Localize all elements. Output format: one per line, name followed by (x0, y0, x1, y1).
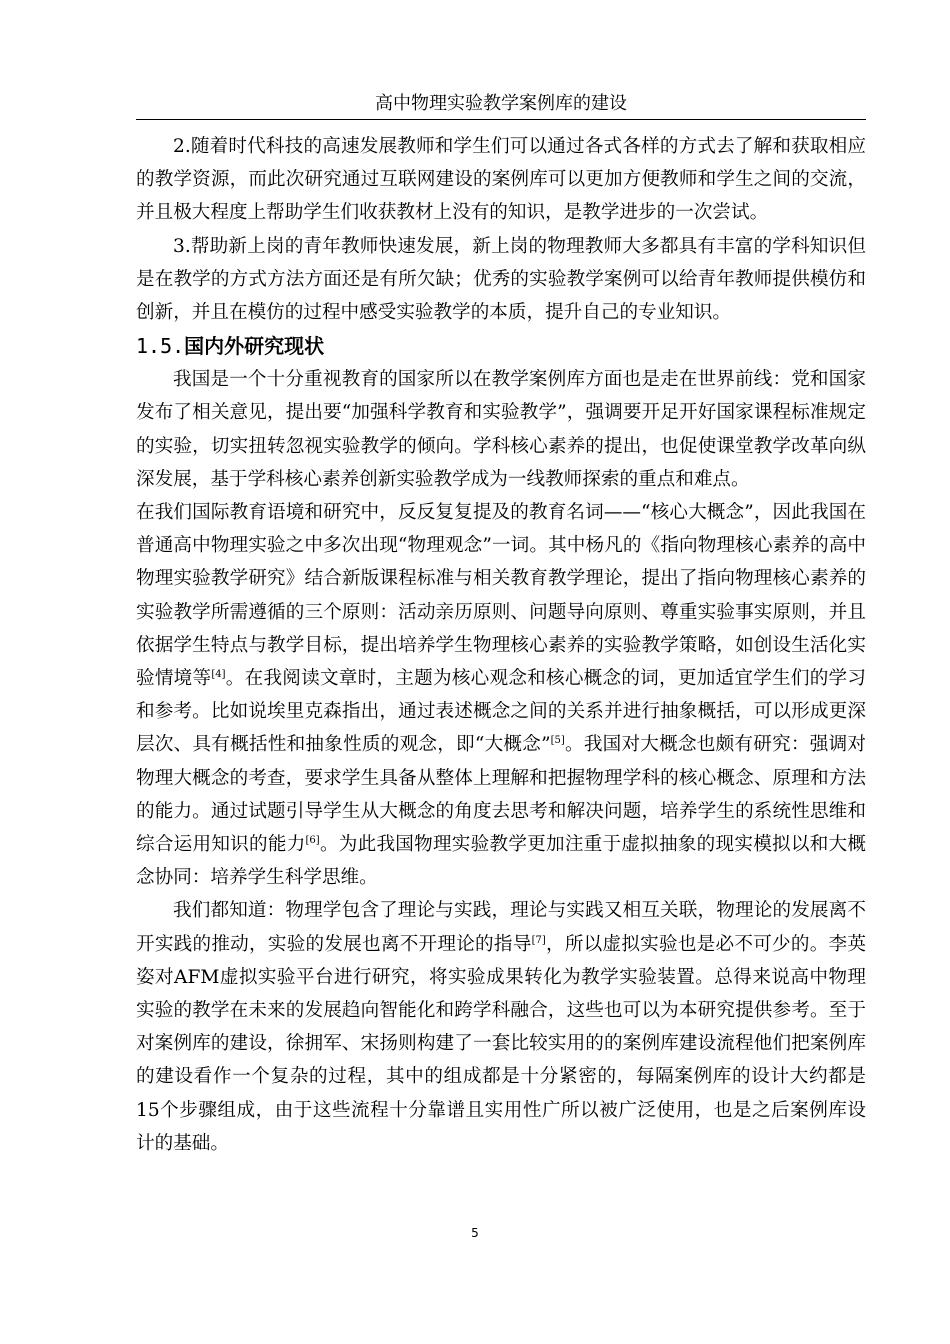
text-run: 。在我阅读文章时，主题为核心观念和核心概念的词，更加适宜学生们的学习和参考。比如说埃里克森指出，通过表述概念之间的关系并进行抽象概括，可以形成更深层次、具有概括性和抽象性质的观念，即“大概念” (136, 668, 866, 756)
header-divider (136, 119, 866, 120)
section-title: 国内外研究现状 (184, 334, 325, 359)
citation-6: [6] (305, 835, 320, 847)
text-run: 我们都知道：物理学包含了理论与实践，理论与实践又相互关联，物理论的发展离不开实践的推动，实验的发展也离不开理论的指导 (136, 900, 866, 955)
paragraph-domestic-overview: 我国是一个十分重视教育的国家所以在教学案例库方面也是走在世界前线：党和国家发布了相关意见，提出要“加强科学教育和实验教学”，强调要开足开好国家课程标准规定的实验，切实扭转忽视实验教学的倾向。学科核心素养的提出，也促使课堂教学改革向纵深发展，基于学科核心素养创新实验教学成为一线教师探索的重点和难点。 (136, 369, 866, 490)
text-run: 。为此我国物理实验教学更加注重于虚拟抽象的现实模拟以和大概念协同：培养学生科学思维。 (136, 834, 866, 889)
paragraph-point-3: 3.帮助新上岗的青年教师快速发展，新上岗的物理教师大多都具有丰富的学科知识但是在教学的方式方法方面还是有所欠缺；优秀的实验教学案例可以给青年教师提供模仿和创新，并且在模仿的过程中感受实验教学的本质，提升自己的专业知识。 (136, 235, 866, 324)
page-number: 5 (471, 1226, 479, 1240)
page-body (136, 130, 866, 1160)
text-run: ，所以虚拟实验也是必不可少的。李英姿对AFM虚拟实验平台进行研究，将实验成果转化为教学实验装置。总得来说高中物理实验的教学在未来的发展趋向智能化和跨学科融合，这些也可以为本研究提供参考。至于对案例库的建设，徐拥军、宋扬则构建了一套比较实用的的案例库建设流程他们把案例库的建设看作一个复杂的过程，其中的组成都是十分紧密的，每隔案例库的设计大约都是15个步骤组成，由于这些流程十分靠谱且实用性广所以被广泛使用，也是之后案例库设计的基础。 (136, 933, 866, 1154)
citation-7: [7] (531, 934, 546, 946)
text-run: 。我国对大概念也颇有研究：强调对物理大概念的考查，要求学生具备从整体上理解和把握物理学科的核心概念、原理和方法的能力。通过试题引导学生从大概念的角度去思考和解决问题，培养学生的系统性思维和综合运用知识的能力 (136, 734, 866, 856)
citation-5: [5] (550, 735, 565, 747)
section-heading (136, 329, 866, 363)
paragraph-point-2: 2.随着时代科技的高速发展教师和学生们可以通过各式各样的方式去了解和获取相应的教学资源，而此次研究通过互联网建设的案例库可以更加方便教师和学生之间的交流，并且极大程度上帮助学生们收获教材上没有的知识，是教学进步的一次尝试。 (136, 136, 866, 224)
section-number: 1.5. (136, 334, 185, 359)
text-run: 在我们国际教育语境和研究中，反反复复提及的教育名词——“核心大概念”，因此我国在普通高中物理实验之中多次出现“物理观念”一词。其中杨凡的《指向物理核心素养的高中物理实验教学研究》结合新版课程标准与相关教育教学理论，提出了指向物理核心素养的实验教学所需遵循的三个原则：活动亲历原则、问题导向原则、尊重实验事实原则，并且依据学生特点与教学目标，提出培养学生物理核心素养的实验教学策略，如创设生活化实验情境等 (136, 502, 866, 690)
citation-4: [4] (211, 669, 226, 681)
running-header: 高中物理实验教学案例库的建设 (375, 93, 627, 114)
paragraph-virtual-experiments (136, 894, 866, 1160)
paragraph-big-concepts (136, 496, 866, 894)
